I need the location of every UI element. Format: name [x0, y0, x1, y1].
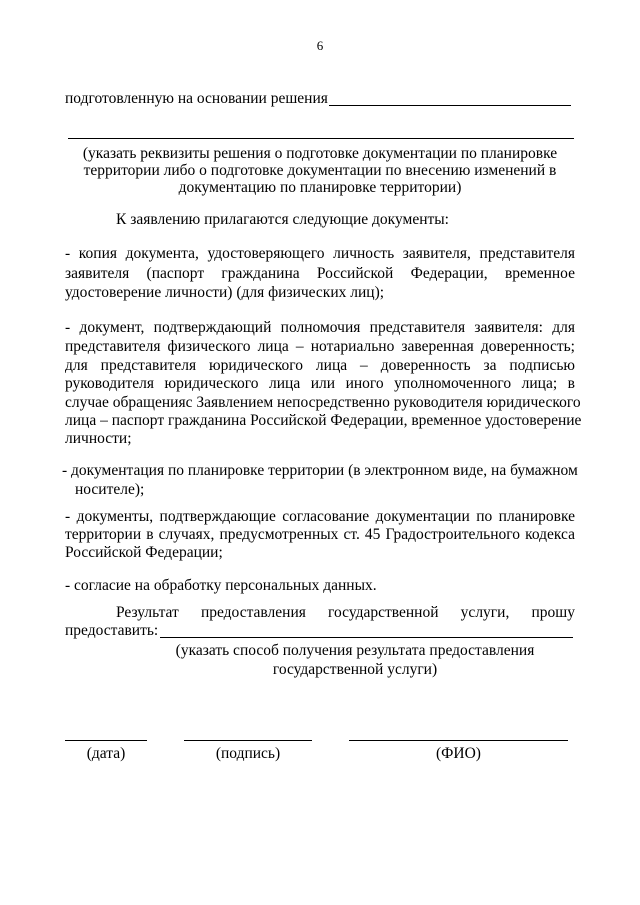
item1-line-1: - копия документа, удостоверяющего личность заявителя, представителя	[65, 245, 575, 262]
name-label: (ФИО)	[436, 745, 481, 762]
decision-hint-3: документацию по планировке территории)	[178, 179, 462, 196]
signature-label: (подпись)	[215, 745, 281, 762]
decision-blank-line	[329, 105, 571, 106]
item1-line-2: заявителя (паспорт гражданина Российской Федерации, временное	[65, 265, 575, 282]
page-number: 6	[316, 38, 324, 53]
item3-line-2: носителе);	[75, 481, 145, 498]
item4-line-3: Российской Федерации;	[65, 544, 223, 561]
decision-hint-1: (указать реквизиты решения о подготовке документации по планировке	[82, 145, 558, 162]
signature-line	[184, 740, 312, 741]
decision-details-line	[68, 138, 574, 139]
name-line	[349, 740, 568, 741]
item2-line-7: личности;	[65, 430, 132, 447]
attachments-intro: К заявлению прилагаются следующие документы:	[116, 211, 449, 228]
result-hint-2: государственной услуги)	[272, 661, 438, 678]
item5: - согласие на обработку персональных данных.	[65, 577, 377, 594]
item2-line-6: лица – паспорт гражданина Российской Федерации, временное удостоверение	[65, 412, 582, 429]
decision-hint-2: территории либо о подготовке документации по внесению изменений в	[83, 162, 557, 179]
item2-line-1: - документ, подтверждающий полномочия представителя заявителя: для	[65, 319, 575, 336]
result-method-line	[160, 637, 573, 638]
item2-line-5: случае обращенияс Заявлением непосредственно руководителя юридического	[65, 394, 581, 411]
item4-line-2: территории в случаях, предусмотренных ст. 45 Градостроительного кодекса	[65, 526, 575, 543]
item3-line-1: - документация по планировке территории (в электронном виде, на бумажном	[62, 462, 578, 479]
result-hint-1: (указать способ получения результата предоставления	[175, 642, 535, 659]
date-line	[65, 740, 147, 741]
result-line-1: Результат предоставления государственной услуги, прошу	[116, 604, 575, 621]
item1-line-3: удостоверение личности) (для физических лиц);	[65, 284, 385, 301]
result-line-2: предоставить:	[65, 622, 159, 639]
item4-line-1: - документы, подтверждающие согласование документации по планировке	[65, 508, 575, 525]
basis-label: подготовленную на основании решения	[65, 90, 328, 107]
item2-line-4: руководителя юридического лица или иного уполномоченного лица; в	[65, 375, 575, 392]
date-label: (дата)	[86, 745, 126, 762]
item2-line-3: для представителя юридического лица – доверенность за подписью	[65, 357, 575, 374]
item2-line-2: представителя физического лица – нотариально заверенная доверенность;	[65, 338, 575, 355]
